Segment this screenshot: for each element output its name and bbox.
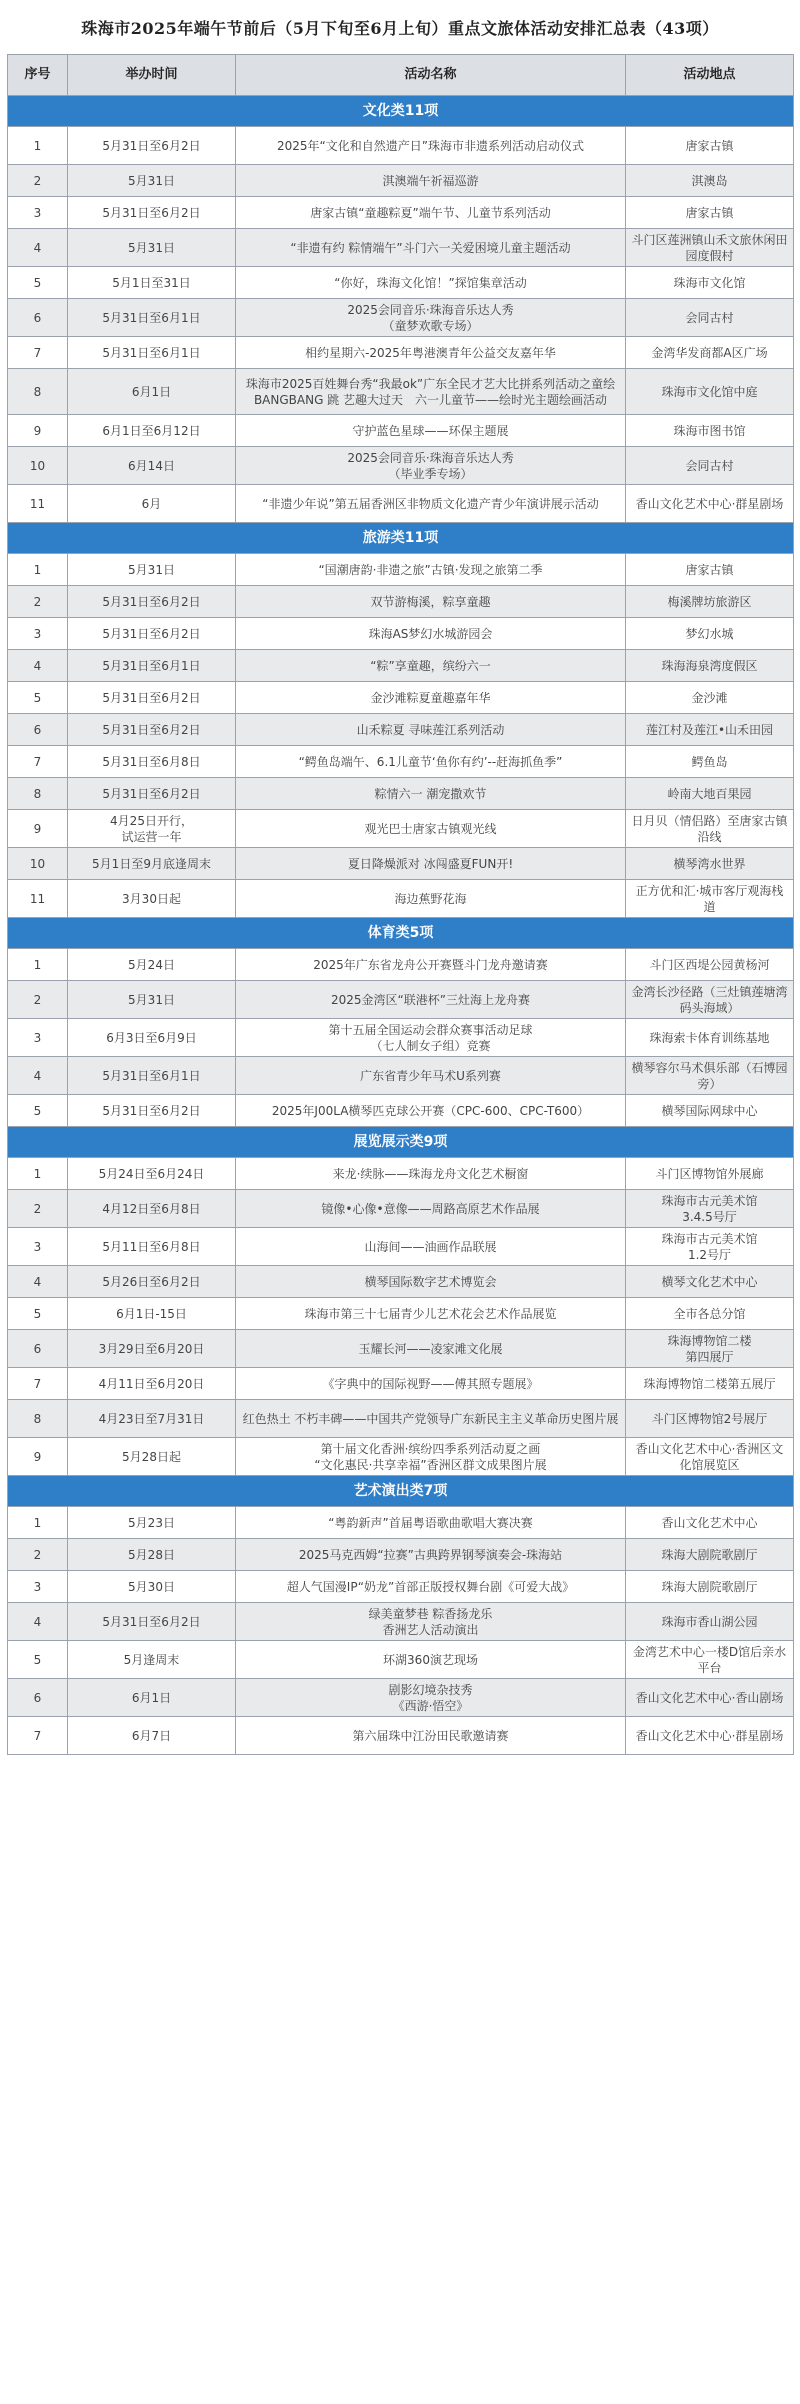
cell-activity-name: 2025马克西姆“拉赛”古典跨界钢琴演奏会-珠海站 [236,1539,626,1571]
cell-index: 1 [8,127,68,165]
cell-time: 6月7日 [68,1717,236,1755]
cell-time: 5月30日 [68,1571,236,1603]
cell-index: 5 [8,1095,68,1127]
cell-time: 5月31日至6月2日 [68,682,236,714]
section-header-row [8,1476,794,1507]
table-row [8,746,794,778]
cell-index: 7 [8,337,68,369]
section-header-row [8,918,794,949]
cell-activity-name: 夏日降燥派对 冰闯盛夏FUN开! [236,848,626,880]
cell-time: 5月31日 [68,981,236,1019]
cell-index: 5 [8,1641,68,1679]
cell-index: 5 [8,267,68,299]
cell-location: 金湾艺术中心一楼D馆后亲水平台 [626,1641,794,1679]
cell-location: 珠海市文化馆 [626,267,794,299]
cell-location: 鳄鱼岛 [626,746,794,778]
cell-activity-name: 山禾粽夏 寻味莲江系列活动 [236,714,626,746]
cell-location: 珠海市古元美术馆 3.4.5号厅 [626,1190,794,1228]
cell-location: 全市各总分馆 [626,1298,794,1330]
table-row [8,229,794,267]
cell-index: 6 [8,1330,68,1368]
cell-time: 5月31日至6月8日 [68,746,236,778]
table-row [8,127,794,165]
cell-location: 斗门区博物馆外展廊 [626,1158,794,1190]
cell-time: 6月1日 [68,1679,236,1717]
cell-activity-name: 相约星期六-2025年粤港澳青年公益交友嘉年华 [236,337,626,369]
cell-index: 3 [8,618,68,650]
cell-time: 5月11日至6月8日 [68,1228,236,1266]
cell-index: 3 [8,1228,68,1266]
cell-index: 2 [8,1190,68,1228]
table-row [8,415,794,447]
cell-activity-name: 《字典中的国际视野——傅其照专题展》 [236,1368,626,1400]
cell-activity-name: 镜像•心像•意像——周路高原艺术作品展 [236,1190,626,1228]
cell-index: 9 [8,810,68,848]
cell-time: 5月26日至6月2日 [68,1266,236,1298]
cell-location: 日月贝（情侣路）至唐家古镇沿线 [626,810,794,848]
cell-index: 1 [8,554,68,586]
table-row [8,165,794,197]
cell-activity-name: 山海间——油画作品联展 [236,1228,626,1266]
cell-activity-name: 2025年“文化和自然遗产日”珠海市非遗系列活动启动仪式 [236,127,626,165]
cell-location: 珠海市古元美术馆 1.2号厅 [626,1228,794,1266]
table-row [8,1438,794,1476]
cell-location: 珠海博物馆二楼 第四展厅 [626,1330,794,1368]
cell-time: 5月逢周末 [68,1641,236,1679]
cell-time: 5月31日至6月1日 [68,650,236,682]
cell-location: 香山文化艺术中心·香洲区文化馆展览区 [626,1438,794,1476]
cell-time: 3月29日至6月20日 [68,1330,236,1368]
table-row [8,1717,794,1755]
cell-time: 5月31日至6月2日 [68,778,236,810]
section-title: 展览展示类9项 [8,1127,794,1158]
cell-time: 5月31日至6月1日 [68,299,236,337]
cell-activity-name: “粤韵新声”首届粤语歌曲歌唱大赛决赛 [236,1507,626,1539]
cell-index: 8 [8,778,68,810]
cell-index: 5 [8,1298,68,1330]
cell-activity-name: 绿美童梦巷 粽香扬龙乐 香洲艺人活动演出 [236,1603,626,1641]
cell-index: 10 [8,848,68,880]
cell-time: 5月28日 [68,1539,236,1571]
table-row [8,485,794,523]
cell-index: 4 [8,1603,68,1641]
cell-index: 2 [8,981,68,1019]
cell-activity-name: 守护蓝色星球——环保主题展 [236,415,626,447]
cell-index: 8 [8,1400,68,1438]
cell-index: 8 [8,369,68,415]
cell-location: 金沙滩 [626,682,794,714]
cell-time: 6月1日 [68,369,236,415]
cell-activity-name: 唐家古镇“童趣粽夏”端午节、儿童节系列活动 [236,197,626,229]
cell-time: 4月23日至7月31日 [68,1400,236,1438]
section-header-row [8,96,794,127]
cell-index: 11 [8,485,68,523]
cell-index: 6 [8,299,68,337]
table-row [8,1679,794,1717]
table-row [8,1641,794,1679]
cell-index: 6 [8,714,68,746]
cell-time: 5月31日至6月1日 [68,1057,236,1095]
table-row [8,447,794,485]
table-row [8,1330,794,1368]
cell-location: 唐家古镇 [626,554,794,586]
section-title: 艺术演出类7项 [8,1476,794,1507]
cell-activity-name: 剧影幻境杂技秀 《西游·悟空》 [236,1679,626,1717]
cell-time: 4月12日至6月8日 [68,1190,236,1228]
table-row [8,1400,794,1438]
table-row [8,848,794,880]
cell-index: 7 [8,1368,68,1400]
cell-location: 金湾华发商都A区广场 [626,337,794,369]
cell-index: 1 [8,949,68,981]
cell-activity-name: “粽”享童趣，缤纷六一 [236,650,626,682]
cell-activity-name: 广东省青少年马术U系列赛 [236,1057,626,1095]
table-row [8,981,794,1019]
cell-location: 横琴文化艺术中心 [626,1266,794,1298]
cell-activity-name: 2025会同音乐·珠海音乐达人秀 （毕业季专场） [236,447,626,485]
table-row [8,1158,794,1190]
table-row [8,369,794,415]
cell-time: 4月11日至6月20日 [68,1368,236,1400]
cell-activity-name: 玉耀长河——凌家滩文化展 [236,1330,626,1368]
cell-location: 横琴容尔马术俱乐部（石博园旁） [626,1057,794,1095]
cell-activity-name: 珠海市2025百姓舞台秀“我最ok”广东全民才艺大比拼系列活动之童绘 BANGBANG 跳 艺趣大过天 六一儿童节——绘时光主题绘画活动 [236,369,626,415]
cell-index: 3 [8,1571,68,1603]
cell-index: 9 [8,1438,68,1476]
cell-index: 10 [8,447,68,485]
cell-index: 11 [8,880,68,918]
cell-activity-name: “非遗少年说”第五届香洲区非物质文化遗产青少年演讲展示活动 [236,485,626,523]
header-activity-name: 活动名称 [236,55,626,96]
cell-location: 珠海市文化馆中庭 [626,369,794,415]
cell-activity-name: 金沙滩粽夏童趣嘉年华 [236,682,626,714]
cell-time: 5月31日至6月2日 [68,1095,236,1127]
cell-location: 斗门区西堤公园黄杨河 [626,949,794,981]
cell-location: 珠海索卡体育训练基地 [626,1019,794,1057]
cell-location: 正方优和汇·城市客厅观海栈道 [626,880,794,918]
table-row [8,650,794,682]
table-row [8,949,794,981]
cell-location: 梦幻水城 [626,618,794,650]
table-row [8,586,794,618]
header-index: 序号 [8,55,68,96]
cell-location: 梅溪牌坊旅游区 [626,586,794,618]
header-location: 活动地点 [626,55,794,96]
activity-table [7,54,794,1755]
cell-location: 淇澳岛 [626,165,794,197]
table-header-row [8,55,794,96]
cell-activity-name: “国潮唐韵·非遗之旅”古镇·发现之旅第二季 [236,554,626,586]
table-row [8,1298,794,1330]
cell-activity-name: 2025年广东省龙舟公开赛暨斗门龙舟邀请赛 [236,949,626,981]
cell-location: 斗门区博物馆2号展厅 [626,1400,794,1438]
table-row [8,810,794,848]
table-row [8,1095,794,1127]
table-row [8,1507,794,1539]
section-title: 体育类5项 [8,918,794,949]
page-title: 珠海市2025年端午节前后（5月下旬至6月上旬）重点文旅体活动安排汇总表（43项） [81,18,719,38]
cell-time: 5月31日 [68,165,236,197]
cell-time: 6月14日 [68,447,236,485]
cell-index: 4 [8,1266,68,1298]
cell-time: 4月25日开行， 试运营一年 [68,810,236,848]
cell-index: 2 [8,586,68,618]
cell-location: 珠海海泉湾度假区 [626,650,794,682]
cell-location: 唐家古镇 [626,197,794,229]
cell-location: 莲江村及莲江•山禾田园 [626,714,794,746]
cell-activity-name: 2025金湾区“联港杯”三灶海上龙舟赛 [236,981,626,1019]
cell-time: 5月31日至6月2日 [68,586,236,618]
table-row [8,714,794,746]
cell-location: 珠海大剧院歌剧厅 [626,1539,794,1571]
cell-activity-name: “非遗有约 粽情端午”斗门六一关爱困境儿童主题活动 [236,229,626,267]
cell-location: 珠海市图书馆 [626,415,794,447]
cell-location: 珠海市香山湖公园 [626,1603,794,1641]
cell-time: 5月31日 [68,229,236,267]
cell-location: 香山文化艺术中心·群星剧场 [626,485,794,523]
cell-time: 5月28日起 [68,1438,236,1476]
header-time: 举办时间 [68,55,236,96]
cell-index: 3 [8,197,68,229]
cell-location: 金湾长沙径路（三灶镇莲塘湾码头海域） [626,981,794,1019]
table-row [8,1368,794,1400]
table-row [8,1190,794,1228]
cell-time: 5月31日至6月2日 [68,714,236,746]
section-title: 旅游类11项 [8,523,794,554]
table-row [8,1266,794,1298]
cell-activity-name: 第十五届全国运动会群众赛事活动足球 （七人制女子组）竞赛 [236,1019,626,1057]
cell-location: 会同古村 [626,447,794,485]
table-row [8,880,794,918]
table-row [8,554,794,586]
cell-location: 香山文化艺术中心·群星剧场 [626,1717,794,1755]
cell-index: 2 [8,165,68,197]
cell-index: 9 [8,415,68,447]
cell-activity-name: 珠海市第三十七届青少儿艺术花会艺术作品展览 [236,1298,626,1330]
cell-location: 横琴湾水世界 [626,848,794,880]
cell-time: 6月 [68,485,236,523]
cell-location: 岭南大地百果园 [626,778,794,810]
table-body [8,96,794,1755]
cell-location: 香山文化艺术中心·香山剧场 [626,1679,794,1717]
table-row [8,267,794,299]
cell-activity-name: 2025会同音乐·珠海音乐达人秀 （童梦欢歌专场） [236,299,626,337]
cell-activity-name: 环湖360演艺现场 [236,1641,626,1679]
cell-time: 6月1日-15日 [68,1298,236,1330]
cell-activity-name: 珠海AS梦幻水城游园会 [236,618,626,650]
cell-activity-name: 第十届文化香洲·缤纷四季系列活动夏之画 “文化惠民·共享幸福”香洲区群文成果图片展 [236,1438,626,1476]
cell-index: 5 [8,682,68,714]
cell-index: 6 [8,1679,68,1717]
table-row [8,1019,794,1057]
cell-time: 5月24日至6月24日 [68,1158,236,1190]
cell-location: 珠海大剧院歌剧厅 [626,1571,794,1603]
section-header-row [8,1127,794,1158]
cell-location: 横琴国际网球中心 [626,1095,794,1127]
cell-index: 1 [8,1507,68,1539]
cell-activity-name: 淇澳端午祈福巡游 [236,165,626,197]
cell-activity-name: 超人气国漫IP“奶龙”首部正版授权舞台剧《可爱大战》 [236,1571,626,1603]
table-row [8,1603,794,1641]
cell-time: 5月1日至9月底逢周末 [68,848,236,880]
table-row [8,1228,794,1266]
cell-index: 4 [8,229,68,267]
cell-time: 5月31日至6月2日 [68,127,236,165]
cell-activity-name: 2025年J00LA横琴匹克球公开赛（CPC-600、CPC-T600） [236,1095,626,1127]
cell-index: 2 [8,1539,68,1571]
cell-location: 珠海博物馆二楼第五展厅 [626,1368,794,1400]
table-row [8,618,794,650]
table-row [8,299,794,337]
cell-index: 4 [8,650,68,682]
cell-activity-name: 双节游梅溪，粽享童趣 [236,586,626,618]
cell-location: 斗门区莲洲镇山禾文旅休闲田园度假村 [626,229,794,267]
cell-activity-name: 红色热土 不朽丰碑——中国共产党领导广东新民主主义革命历史图片展 [236,1400,626,1438]
cell-index: 1 [8,1158,68,1190]
cell-time: 6月3日至6月9日 [68,1019,236,1057]
table-row [8,682,794,714]
cell-activity-name: 横琴国际数字艺术博览会 [236,1266,626,1298]
cell-time: 5月31日 [68,554,236,586]
table-row [8,337,794,369]
cell-time: 3月30日起 [68,880,236,918]
section-title: 文化类11项 [8,96,794,127]
cell-activity-name: 海边蕉野花海 [236,880,626,918]
cell-time: 5月31日至6月1日 [68,337,236,369]
table-row [8,1571,794,1603]
table-row [8,1057,794,1095]
cell-location: 会同古村 [626,299,794,337]
cell-index: 3 [8,1019,68,1057]
cell-time: 5月23日 [68,1507,236,1539]
cell-activity-name: 第六届珠中江汾田民歌邀请赛 [236,1717,626,1755]
cell-activity-name: “鳄鱼岛端午、6.1儿童节‘鱼你有约’--赶海抓鱼季” [236,746,626,778]
cell-index: 7 [8,746,68,778]
cell-location: 香山文化艺术中心 [626,1507,794,1539]
cell-index: 4 [8,1057,68,1095]
cell-activity-name: 来龙·续脉——珠海龙舟文化艺术橱窗 [236,1158,626,1190]
table-row [8,197,794,229]
cell-time: 5月31日至6月2日 [68,197,236,229]
table-row [8,1539,794,1571]
cell-location: 唐家古镇 [626,127,794,165]
cell-time: 6月1日至6月12日 [68,415,236,447]
table-row [8,778,794,810]
cell-time: 5月31日至6月2日 [68,1603,236,1641]
cell-activity-name: 观光巴士唐家古镇观光线 [236,810,626,848]
section-header-row [8,523,794,554]
cell-activity-name: “你好，珠海文化馆！”探馆集章活动 [236,267,626,299]
cell-time: 5月1日至31日 [68,267,236,299]
cell-time: 5月24日 [68,949,236,981]
cell-time: 5月31日至6月2日 [68,618,236,650]
cell-activity-name: 粽情六一 潮宠撒欢节 [236,778,626,810]
cell-index: 7 [8,1717,68,1755]
